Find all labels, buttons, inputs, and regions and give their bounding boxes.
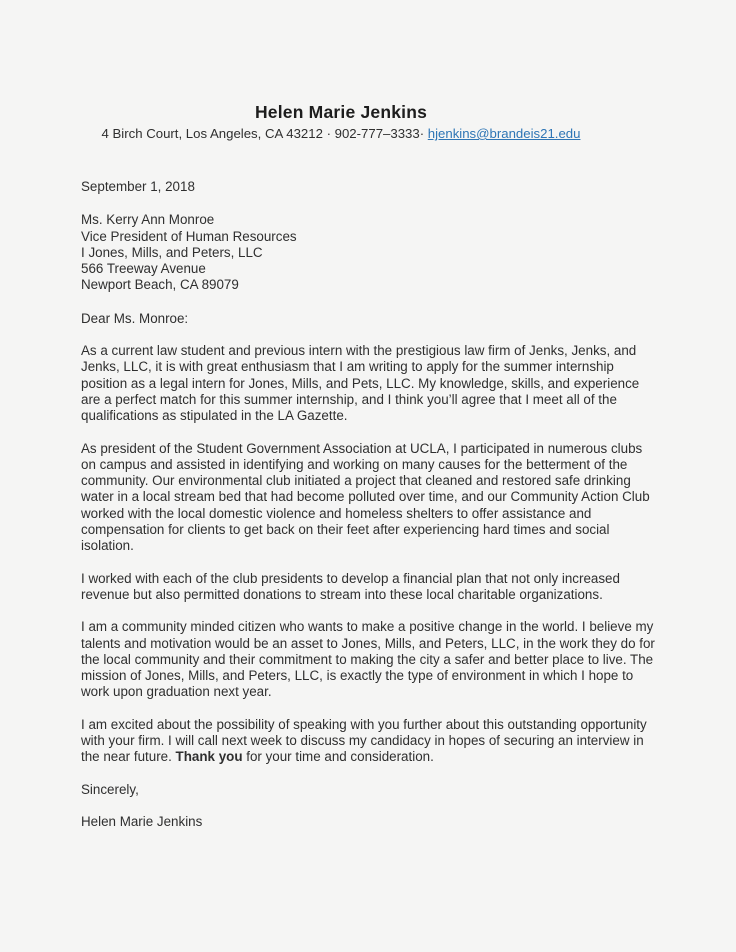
signature: Helen Marie Jenkins [81, 813, 203, 829]
recipient-block [81, 212, 659, 293]
body-paragraph-4: I am a community minded citizen who wants to make a positive change in the world. I believe my talents and motivation would be an asset to Jones, Mills, and Peters, LLC, in the work they do for the local community and their commitment to making the city a safer and better place to live. The mission of Jones, Mills, and Peters, LLC, is exactly the type of environment in which I hope to work upon graduation next year. [81, 619, 655, 700]
body-paragraph-2: As president of the Student Government Association at UCLA, I participated in numerous clubs on campus and assisted in identifying and working on many causes for the betterment of the community. Our environmental club initiated a project that cleaned and restored safe drinking water in a local stream bed that had become polluted over time, and our Community Action Club worked with the local domestic violence and homeless shelters to offer assistance and compensation for clients to get back on their feet after experiencing hard times and social isolation. [81, 440, 650, 554]
salutation: Dear Ms. Monroe: [81, 310, 189, 326]
body-paragraph-1: As a current law student and previous intern with the prestigious law firm of Jenks, Jenks, and Jenks, LLC, it is with great enthusiasm that I am writing to apply for the summer internship position as a legal intern for Jones, Mills, and Pets, LLC. My knowledge, skills, and experience are a perfect match for this summer internship, and I think you’ll agree that I meet all of the qualifications as stipulated in the LA Gazette. [81, 343, 640, 424]
closing-text-after: for your time and consideration. [242, 749, 434, 765]
closing-text-before: I am excited about the possibility of speaking with you further about this outstanding opportunity with your firm. I will call next week to discuss my candidacy in hopes of securing an interview in the near future. [81, 716, 647, 765]
recipient-street: 566 Treeway Avenue [81, 261, 206, 277]
contact-address-phone: 4 Birch Court, Los Angeles, CA 43212 · 902-777–3333· [101, 126, 428, 141]
signoff: Sincerely, [81, 781, 139, 797]
contact-line [81, 125, 601, 143]
body-paragraph-3: I worked with each of the club presidents to develop a financial plan that not only increased revenue but also permitted donations to stream into these local charitable organizations. [81, 570, 620, 602]
page-title: Helen Marie Jenkins [254, 102, 428, 122]
email-link[interactable]: hjenkins@brandeis21.edu [427, 126, 581, 141]
recipient-name: Ms. Kerry Ann Monroe [81, 212, 215, 228]
recipient-company: I Jones, Mills, and Peters, LLC [81, 244, 263, 260]
date-line: September 1, 2018 [81, 179, 195, 194]
recipient-city: Newport Beach, CA 89079 [81, 277, 239, 293]
closing-thank-you: Thank you [175, 749, 243, 765]
letter-body [81, 179, 659, 830]
closing-paragraph [81, 717, 659, 766]
letter-header [81, 102, 657, 143]
recipient-title: Vice President of Human Resources [81, 228, 297, 244]
